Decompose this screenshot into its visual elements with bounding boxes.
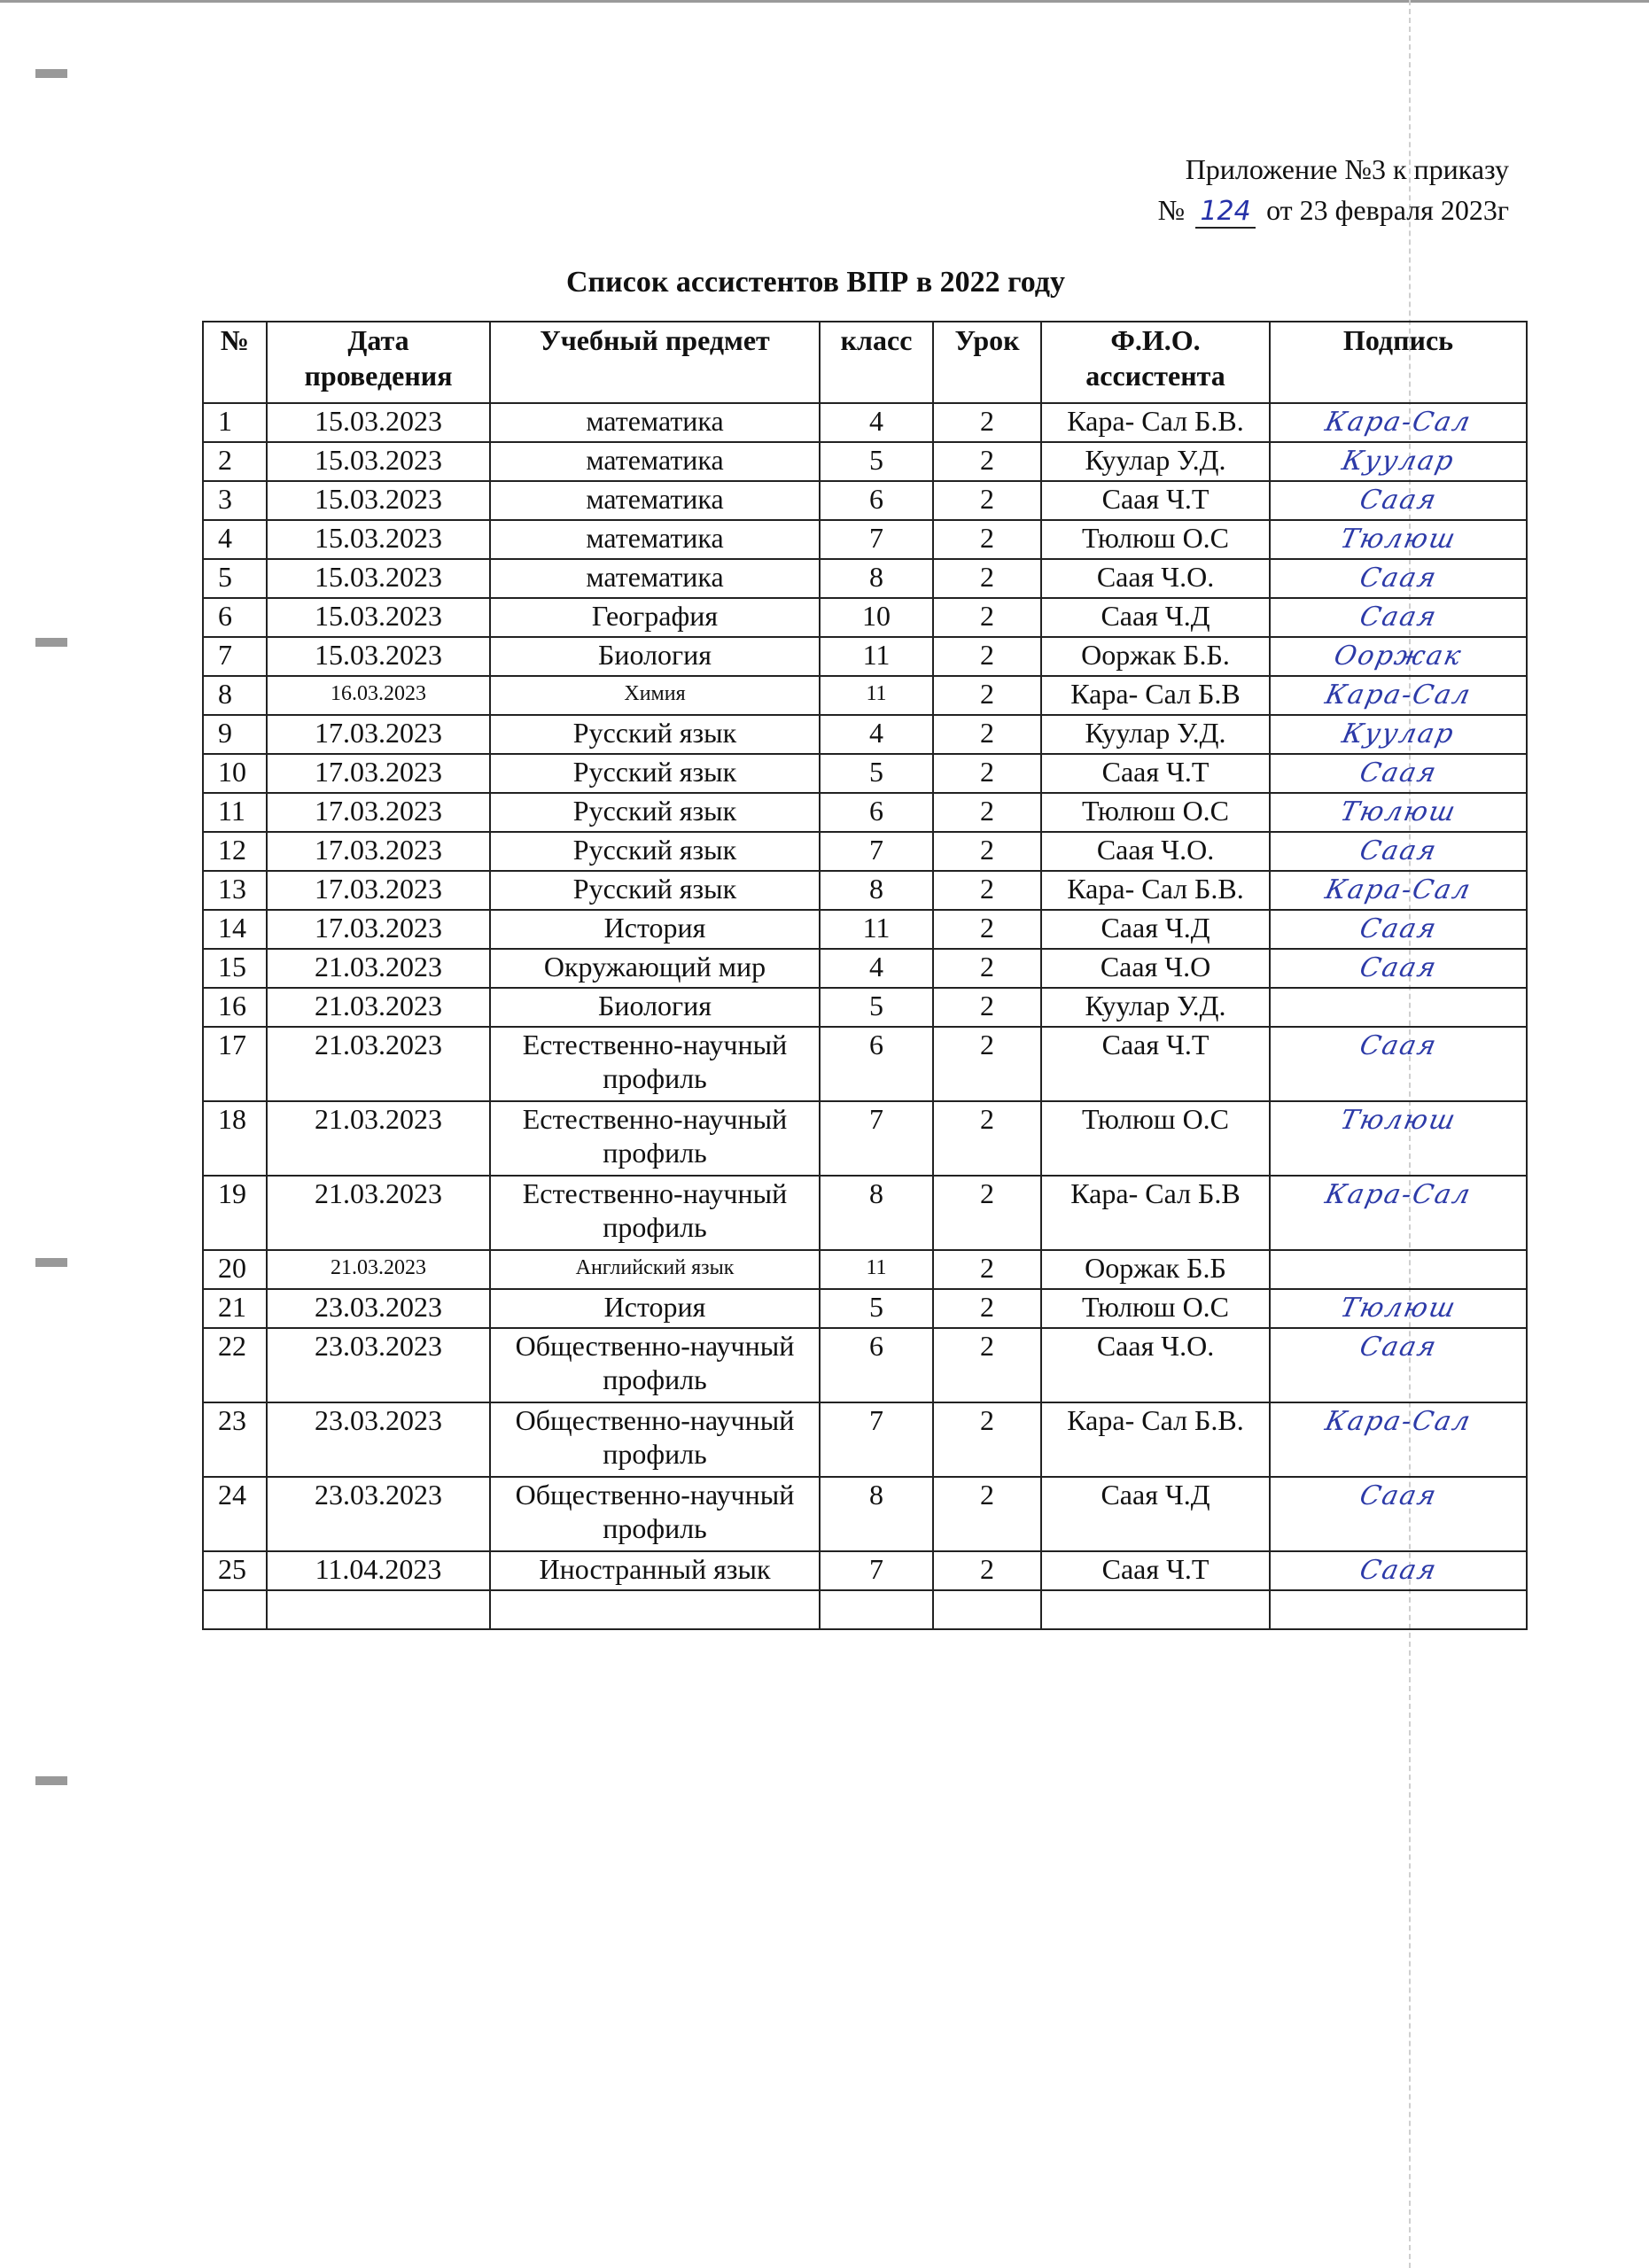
date-cell: 21.03.2023 [267, 1101, 490, 1176]
empty-cell [1041, 1590, 1270, 1629]
date-cell: 21.03.2023 [267, 949, 490, 988]
signature-cell [1270, 1551, 1527, 1590]
scan-edge [0, 0, 1649, 3]
table-row [203, 1328, 1527, 1402]
assistant-cell: Саая Ч.Д [1041, 598, 1270, 637]
lesson-cell: 2 [933, 1289, 1041, 1328]
subject-cell: История [490, 910, 820, 949]
date-cell: 23.03.2023 [267, 1328, 490, 1402]
lesson-cell: 2 [933, 403, 1041, 442]
row-number: 3 [203, 481, 267, 520]
subject-cell: Биология [490, 637, 820, 676]
signature-cell [1270, 1477, 1527, 1551]
handwritten-signature: Саая [1357, 563, 1441, 594]
assistant-cell: Куулар У.Д. [1041, 442, 1270, 481]
empty-cell [203, 1590, 267, 1629]
date-cell: 17.03.2023 [267, 754, 490, 793]
signature-cell [1270, 559, 1527, 598]
row-number: 11 [203, 793, 267, 832]
subject-cell: Химия [490, 676, 820, 715]
table-row [203, 1250, 1527, 1289]
assistant-cell: Ооржак Б.Б. [1041, 637, 1270, 676]
handwritten-signature: Саая [1357, 485, 1441, 516]
row-number: 7 [203, 637, 267, 676]
lesson-cell: 2 [933, 988, 1041, 1027]
column-header: Подпись [1270, 322, 1527, 403]
table-row [203, 442, 1527, 481]
signature-cell [1270, 988, 1527, 1027]
subject-cell: Общественно-научный профиль [490, 1477, 820, 1551]
scan-mark [35, 1776, 67, 1785]
assistants-table [202, 321, 1528, 1630]
lesson-cell: 2 [933, 559, 1041, 598]
empty-cell [933, 1590, 1041, 1629]
subject-cell: Естественно-научный профиль [490, 1027, 820, 1101]
lesson-cell: 2 [933, 832, 1041, 871]
date-cell: 17.03.2023 [267, 793, 490, 832]
subject-cell: математика [490, 442, 820, 481]
handwritten-signature: Саая [1357, 757, 1441, 788]
grade-cell: 5 [820, 754, 933, 793]
date-cell: 21.03.2023 [267, 988, 490, 1027]
signature-cell [1270, 1402, 1527, 1477]
table-row [203, 832, 1527, 871]
subject-cell: математика [490, 481, 820, 520]
table-row [203, 754, 1527, 793]
table-row [203, 1289, 1527, 1328]
column-header: Урок [933, 322, 1041, 403]
subject-cell: История [490, 1289, 820, 1328]
date-cell: 15.03.2023 [267, 598, 490, 637]
subject-cell: География [490, 598, 820, 637]
subject-cell: Русский язык [490, 754, 820, 793]
row-number: 2 [203, 442, 267, 481]
column-header: Учебный предмет [490, 322, 820, 403]
empty-row [203, 1590, 1527, 1629]
row-number: 21 [203, 1289, 267, 1328]
date-cell: 21.03.2023 [267, 1250, 490, 1289]
appendix-line: Приложение №3 к приказу [1185, 153, 1509, 185]
handwritten-signature: Тюлюш [1337, 1293, 1459, 1324]
subject-cell: математика [490, 403, 820, 442]
assistant-cell: Кара- Сал Б.В [1041, 676, 1270, 715]
date-cell: 17.03.2023 [267, 832, 490, 871]
table-row [203, 871, 1527, 910]
grade-cell: 11 [820, 637, 933, 676]
grade-cell: 6 [820, 481, 933, 520]
grade-cell: 4 [820, 403, 933, 442]
subject-cell: Биология [490, 988, 820, 1027]
grade-cell: 6 [820, 1328, 933, 1402]
signature-cell [1270, 1289, 1527, 1328]
assistant-cell: Кара- Сал Б.В. [1041, 1402, 1270, 1477]
grade-cell: 7 [820, 1551, 933, 1590]
order-date: от 23 февраля 2023г [1266, 194, 1509, 226]
handwritten-signature: Саая [1357, 835, 1441, 866]
assistant-cell: Тюлюш О.С [1041, 520, 1270, 559]
lesson-cell: 2 [933, 1328, 1041, 1402]
subject-cell: Русский язык [490, 715, 820, 754]
handwritten-signature: Тюлюш [1337, 1105, 1459, 1136]
subject-cell: Русский язык [490, 871, 820, 910]
table-row [203, 520, 1527, 559]
lesson-cell: 2 [933, 910, 1041, 949]
table-row [203, 1551, 1527, 1590]
row-number: 8 [203, 676, 267, 715]
assistant-cell: Тюлюш О.С [1041, 1289, 1270, 1328]
signature-cell [1270, 910, 1527, 949]
scan-mark [35, 638, 67, 647]
table-row [203, 598, 1527, 637]
scan-mark [35, 1258, 67, 1267]
subject-cell: Окружающий мир [490, 949, 820, 988]
table-row [203, 1101, 1527, 1176]
signature-cell [1270, 715, 1527, 754]
row-number: 18 [203, 1101, 267, 1176]
assistant-cell: Тюлюш О.С [1041, 1101, 1270, 1176]
row-number: 20 [203, 1250, 267, 1289]
table-row [203, 676, 1527, 715]
lesson-cell: 2 [933, 637, 1041, 676]
signature-cell [1270, 598, 1527, 637]
assistant-cell: Саая Ч.О [1041, 949, 1270, 988]
empty-cell [820, 1590, 933, 1629]
row-number: 17 [203, 1027, 267, 1101]
table-row [203, 910, 1527, 949]
grade-cell: 5 [820, 1289, 933, 1328]
subject-cell: Иностранный язык [490, 1551, 820, 1590]
lesson-cell: 2 [933, 1551, 1041, 1590]
handwritten-signature: Кара-Сал [1322, 1179, 1474, 1210]
grade-cell: 10 [820, 598, 933, 637]
row-number: 15 [203, 949, 267, 988]
signature-cell [1270, 1328, 1527, 1402]
grade-cell: 8 [820, 1176, 933, 1250]
lesson-cell: 2 [933, 871, 1041, 910]
signature-cell [1270, 1027, 1527, 1101]
date-cell: 16.03.2023 [267, 676, 490, 715]
assistant-cell: Кара- Сал Б.В [1041, 1176, 1270, 1250]
grade-cell: 8 [820, 559, 933, 598]
row-number: 13 [203, 871, 267, 910]
table-row [203, 559, 1527, 598]
subject-cell: Естественно-научный профиль [490, 1101, 820, 1176]
signature-cell [1270, 1176, 1527, 1250]
signature-cell [1270, 949, 1527, 988]
signature-cell [1270, 481, 1527, 520]
row-number: 10 [203, 754, 267, 793]
table-row [203, 1477, 1527, 1551]
column-header: класс [820, 322, 933, 403]
grade-cell: 11 [820, 910, 933, 949]
signature-cell [1270, 1250, 1527, 1289]
table-body [203, 403, 1527, 1629]
table-row [203, 949, 1527, 988]
assistant-cell: Саая Ч.Т [1041, 1027, 1270, 1101]
lesson-cell: 2 [933, 754, 1041, 793]
table-row [203, 1402, 1527, 1477]
row-number: 22 [203, 1328, 267, 1402]
date-cell: 15.03.2023 [267, 442, 490, 481]
assistant-cell: Куулар У.Д. [1041, 988, 1270, 1027]
column-header: № [203, 322, 267, 403]
signature-cell [1270, 793, 1527, 832]
lesson-cell: 2 [933, 1101, 1041, 1176]
subject-cell: Русский язык [490, 832, 820, 871]
grade-cell: 4 [820, 715, 933, 754]
empty-cell [267, 1590, 490, 1629]
row-number: 9 [203, 715, 267, 754]
scan-mark [35, 69, 67, 78]
signature-cell [1270, 871, 1527, 910]
date-cell: 15.03.2023 [267, 559, 490, 598]
handwritten-signature: Кара-Сал [1322, 407, 1474, 438]
date-cell: 17.03.2023 [267, 715, 490, 754]
handwritten-signature: Саая [1357, 913, 1441, 944]
grade-cell: 8 [820, 871, 933, 910]
table-row [203, 403, 1527, 442]
assistant-cell: Кара- Сал Б.В. [1041, 871, 1270, 910]
page-title: Список ассистентов ВПР в 2022 году [566, 266, 1065, 299]
handwritten-signature: Куулар [1339, 718, 1458, 750]
assistant-cell: Саая Ч.Д [1041, 1477, 1270, 1551]
column-header: Дата проведения [267, 322, 490, 403]
grade-cell: 7 [820, 1402, 933, 1477]
document-header [1158, 149, 1509, 230]
signature-cell [1270, 676, 1527, 715]
lesson-cell: 2 [933, 1176, 1041, 1250]
signature-cell [1270, 637, 1527, 676]
lesson-cell: 2 [933, 1477, 1041, 1551]
date-cell: 15.03.2023 [267, 520, 490, 559]
date-cell: 11.04.2023 [267, 1551, 490, 1590]
table-row [203, 481, 1527, 520]
subject-cell: математика [490, 520, 820, 559]
assistant-cell: Саая Ч.Т [1041, 481, 1270, 520]
row-number: 25 [203, 1551, 267, 1590]
table-row [203, 637, 1527, 676]
grade-cell: 7 [820, 832, 933, 871]
row-number: 5 [203, 559, 267, 598]
table-row [203, 793, 1527, 832]
subject-cell: Естественно-научный профиль [490, 1176, 820, 1250]
row-number: 16 [203, 988, 267, 1027]
table-row [203, 715, 1527, 754]
assistant-cell: Ооржак Б.Б [1041, 1250, 1270, 1289]
signature-cell [1270, 754, 1527, 793]
handwritten-signature: Саая [1357, 1332, 1441, 1363]
lesson-cell: 2 [933, 715, 1041, 754]
date-cell: 21.03.2023 [267, 1027, 490, 1101]
assistant-cell: Куулар У.Д. [1041, 715, 1270, 754]
order-prefix: № [1157, 194, 1186, 226]
signature-cell [1270, 1101, 1527, 1176]
row-number: 1 [203, 403, 267, 442]
subject-cell: Русский язык [490, 793, 820, 832]
handwritten-signature: Тюлюш [1337, 796, 1459, 827]
signature-cell [1270, 520, 1527, 559]
grade-cell: 5 [820, 442, 933, 481]
handwritten-signature: Кара-Сал [1322, 1406, 1474, 1437]
grade-cell: 6 [820, 1027, 933, 1101]
lesson-cell: 2 [933, 520, 1041, 559]
row-number: 6 [203, 598, 267, 637]
row-number: 4 [203, 520, 267, 559]
assistant-cell: Саая Ч.О. [1041, 832, 1270, 871]
lesson-cell: 2 [933, 442, 1041, 481]
row-number: 14 [203, 910, 267, 949]
assistant-cell: Саая Ч.Т [1041, 1551, 1270, 1590]
handwritten-signature: Куулар [1339, 446, 1458, 477]
handwritten-signature: Кара-Сал [1322, 874, 1474, 905]
row-number: 12 [203, 832, 267, 871]
handwritten-signature: Ооржак [1331, 641, 1466, 672]
handwritten-signature: Саая [1357, 1480, 1441, 1511]
column-header: Ф.И.О. ассистента [1041, 322, 1270, 403]
handwritten-signature: Саая [1357, 602, 1441, 633]
lesson-cell: 2 [933, 676, 1041, 715]
grade-cell: 5 [820, 988, 933, 1027]
table-row [203, 1176, 1527, 1250]
date-cell: 17.03.2023 [267, 910, 490, 949]
handwritten-signature: Саая [1357, 1030, 1441, 1061]
row-number: 23 [203, 1402, 267, 1477]
grade-cell: 7 [820, 1101, 933, 1176]
assistant-cell: Саая Ч.О. [1041, 1328, 1270, 1402]
signature-cell [1270, 832, 1527, 871]
subject-cell: Общественно-научный профиль [490, 1402, 820, 1477]
grade-cell: 11 [820, 1250, 933, 1289]
signature-cell [1270, 403, 1527, 442]
handwritten-signature: Саая [1357, 1555, 1441, 1586]
lesson-cell: 2 [933, 949, 1041, 988]
grade-cell: 7 [820, 520, 933, 559]
date-cell: 15.03.2023 [267, 481, 490, 520]
date-cell: 21.03.2023 [267, 1176, 490, 1250]
assistant-cell: Тюлюш О.С [1041, 793, 1270, 832]
order-line [1158, 190, 1509, 230]
lesson-cell: 2 [933, 481, 1041, 520]
signature-cell [1270, 442, 1527, 481]
row-number: 24 [203, 1477, 267, 1551]
assistant-cell: Саая Ч.Т [1041, 754, 1270, 793]
lesson-cell: 2 [933, 1250, 1041, 1289]
lesson-cell: 2 [933, 793, 1041, 832]
subject-cell: математика [490, 559, 820, 598]
date-cell: 15.03.2023 [267, 637, 490, 676]
empty-cell [490, 1590, 820, 1629]
table-header-row [203, 322, 1527, 403]
assistant-cell: Саая Ч.О. [1041, 559, 1270, 598]
date-cell: 17.03.2023 [267, 871, 490, 910]
row-number: 19 [203, 1176, 267, 1250]
date-cell: 23.03.2023 [267, 1477, 490, 1551]
lesson-cell: 2 [933, 1027, 1041, 1101]
subject-cell: Общественно-научный профиль [490, 1328, 820, 1402]
table-row [203, 988, 1527, 1027]
grade-cell: 11 [820, 676, 933, 715]
subject-cell: Английский язык [490, 1250, 820, 1289]
date-cell: 23.03.2023 [267, 1402, 490, 1477]
date-cell: 23.03.2023 [267, 1289, 490, 1328]
table-row [203, 1027, 1527, 1101]
handwritten-signature: Кара-Сал [1322, 680, 1474, 711]
assistant-cell: Кара- Сал Б.В. [1041, 403, 1270, 442]
date-cell: 15.03.2023 [267, 403, 490, 442]
empty-cell [1270, 1590, 1527, 1629]
grade-cell: 8 [820, 1477, 933, 1551]
order-number: 124 [1195, 197, 1256, 229]
assistant-cell: Саая Ч.Д [1041, 910, 1270, 949]
grade-cell: 6 [820, 793, 933, 832]
handwritten-signature: Тюлюш [1337, 524, 1459, 555]
handwritten-signature: Саая [1357, 952, 1441, 983]
lesson-cell: 2 [933, 1402, 1041, 1477]
lesson-cell: 2 [933, 598, 1041, 637]
grade-cell: 4 [820, 949, 933, 988]
